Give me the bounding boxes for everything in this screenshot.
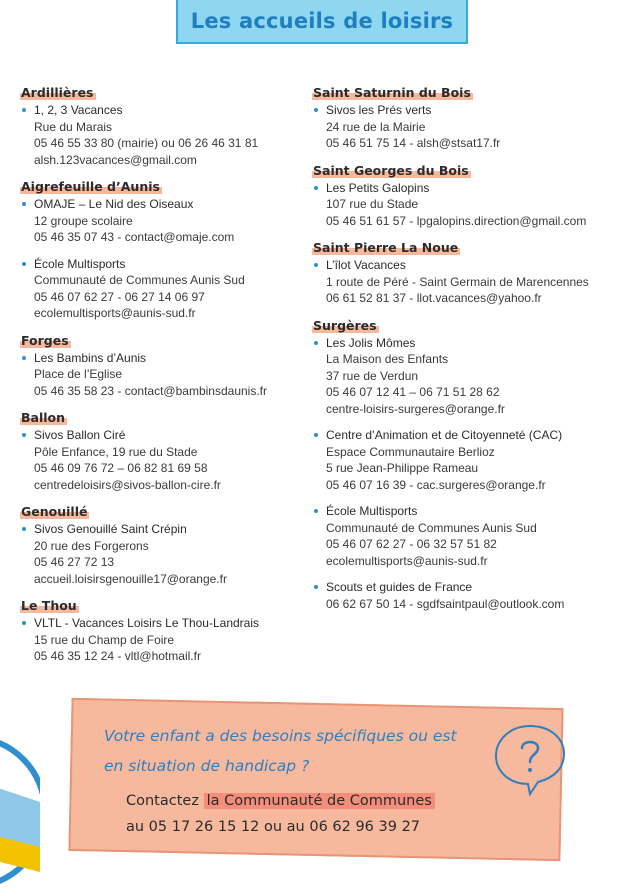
list-item	[20, 615, 310, 665]
venue-detail: 05 46 27 72 13	[34, 555, 115, 569]
contact-phones: au 05 17 26 15 12 ou au 06 62 96 39 27	[126, 819, 421, 835]
venue-name: Les Petits Galopins	[326, 180, 430, 195]
venue-name: École Multisports	[326, 504, 418, 518]
town-heading: Saint Georges du Bois	[313, 162, 469, 178]
venue-name: Les Bambins d’Aunis	[34, 350, 147, 365]
venue-detail: 5 rue Jean-Philippe Rameau	[326, 461, 479, 475]
town-group	[20, 503, 310, 587]
venue-detail: 05 46 35 12 24 - vltl@hotmail.fr	[34, 649, 201, 663]
town-group	[312, 162, 632, 230]
venue-detail: 05 46 07 62 27 - 06 27 14 06 97	[34, 289, 205, 304]
left-column	[20, 84, 310, 675]
town-group	[312, 317, 632, 613]
town-heading: Genouillé	[21, 504, 88, 519]
town-heading: Aigrefeuille d’Aunis	[21, 179, 160, 194]
venue-name: Sivos Ballon Ciré	[34, 428, 126, 442]
right-column	[312, 84, 632, 622]
list-item	[312, 257, 632, 307]
venue-detail: 1 route de Péré - Saint Germain de Marencennes	[326, 274, 589, 289]
list-item	[20, 350, 310, 400]
town-group	[20, 332, 310, 400]
venue-detail: 05 46 07 12 41 – 06 71 51 28 62	[326, 385, 500, 399]
venue-name: Les Jolis Mômes	[326, 335, 416, 350]
town-heading: Ardillières	[21, 85, 94, 100]
venue-name: 1, 2, 3 Vacances	[34, 103, 123, 117]
venue-detail: La Maison des Enfants	[326, 352, 449, 366]
venue-name: OMAJE – Le Nid des Oiseaux	[34, 197, 194, 211]
town-group	[312, 239, 632, 307]
venue-name: Centre d’Animation et de Citoyenneté (CAC)	[326, 428, 563, 442]
town-heading: Saint Saturnin du Bois	[313, 85, 471, 100]
venue-detail: Pôle Enfance, 19 rue du Stade	[34, 444, 198, 459]
venue-detail: 05 46 07 16 39 - cac.surgeres@orange.fr	[326, 477, 546, 492]
help-line-1: Votre enfant a des besoins spécifiques ou est	[104, 727, 457, 745]
town-heading: Saint Pierre La Noue	[313, 240, 459, 255]
contact-highlight: la Communauté de Communes	[204, 793, 435, 809]
venue-detail: Rue du Marais	[34, 119, 113, 134]
venue-detail: centredeloisirs@sivos-ballon-cire.fr	[34, 477, 221, 492]
venue-detail: ecolemultisports@aunis-sud.fr	[326, 553, 488, 568]
venue-detail: Communauté de Communes Aunis Sud	[34, 273, 245, 287]
question-bubble-icon	[490, 720, 570, 798]
venue-detail: 24 rue de la Mairie	[326, 119, 426, 134]
venue-detail: 06 62 67 50 14 - sgdfsaintpaul@outlook.com	[326, 596, 565, 611]
venue-name: Sivos Genouillé Saint Crépin	[34, 522, 187, 536]
venue-name: L’îlot Vacances	[326, 258, 406, 272]
page-title: Les accueils de loisirs	[190, 9, 454, 33]
list-item	[312, 579, 632, 612]
list-item	[20, 427, 310, 493]
town-heading: Ballon	[21, 410, 66, 425]
list-item	[20, 196, 310, 246]
venue-detail: 05 46 55 33 80 (mairie) ou 06 26 46 31 81	[34, 136, 259, 150]
venue-detail: 06 61 52 81 37 - llot.vacances@yahoo.fr	[326, 291, 542, 305]
venue-detail: Place de l’Eglise	[34, 367, 123, 381]
list-item	[20, 521, 310, 587]
venue-detail: Espace Communautaire Berlioz	[326, 444, 495, 459]
help-line-2: en situation de handicap ?	[104, 757, 310, 775]
town-group	[312, 84, 632, 152]
venue-detail: alsh.123vacances@gmail.com	[34, 152, 197, 167]
town-heading: Le Thou	[21, 598, 77, 613]
venue-detail: 20 rue des Forgerons	[34, 538, 149, 553]
venue-detail: accueil.loisirsgenouille17@orange.fr	[34, 571, 227, 586]
venue-detail: centre-loisirs-surgeres@orange.fr	[326, 401, 505, 416]
list-item	[312, 503, 632, 569]
list-item	[20, 256, 310, 322]
venue-detail: 107 rue du Stade	[326, 197, 419, 211]
town-group	[20, 84, 310, 168]
venue-name: VLTL - Vacances Loisirs Le Thou-Landrais	[34, 616, 260, 630]
list-item	[312, 335, 632, 418]
venue-detail: 05 46 09 76 72 – 06 82 81 69 58	[34, 461, 208, 475]
venue-detail: 05 46 35 58 23 - contact@bambinsdaunis.fr	[34, 383, 267, 398]
venue-detail: 37 rue de Verdun	[326, 368, 419, 383]
venue-name: École Multisports	[34, 256, 126, 271]
venue-detail: ecolemultisports@aunis-sud.fr	[34, 306, 196, 320]
help-message	[104, 721, 504, 781]
list-item	[20, 102, 310, 168]
list-item	[312, 427, 632, 493]
title-banner	[176, 0, 468, 44]
town-heading: Forges	[21, 332, 69, 348]
town-heading: Surgères	[313, 317, 377, 333]
contact-prefix: Contactez	[126, 793, 199, 809]
list-item	[312, 180, 632, 230]
venue-detail: 15 rue du Champ de Foire	[34, 632, 175, 647]
venue-detail: 05 46 35 07 43 - contact@omaje.com	[34, 230, 235, 244]
venue-detail: 05 46 51 61 57 - lpgalopins.direction@gmail.com	[326, 213, 587, 228]
contact-block	[126, 788, 435, 840]
venue-detail: 12 groupe scolaire	[34, 213, 133, 228]
venue-detail: 05 46 07 62 27 - 06 32 57 51 82	[326, 537, 497, 551]
venue-detail: Communauté de Communes Aunis Sud	[326, 520, 537, 535]
town-group	[20, 178, 310, 322]
list-item	[312, 102, 632, 152]
venue-name: Scouts et guides de France	[326, 580, 473, 594]
town-group	[20, 409, 310, 493]
town-group	[20, 597, 310, 665]
decorative-photo-circle	[0, 722, 40, 892]
venue-name: Sivos les Prés verts	[326, 103, 432, 117]
contact-line	[126, 788, 435, 814]
venue-detail: 05 46 51 75 14 - alsh@stsat17.fr	[326, 136, 501, 150]
